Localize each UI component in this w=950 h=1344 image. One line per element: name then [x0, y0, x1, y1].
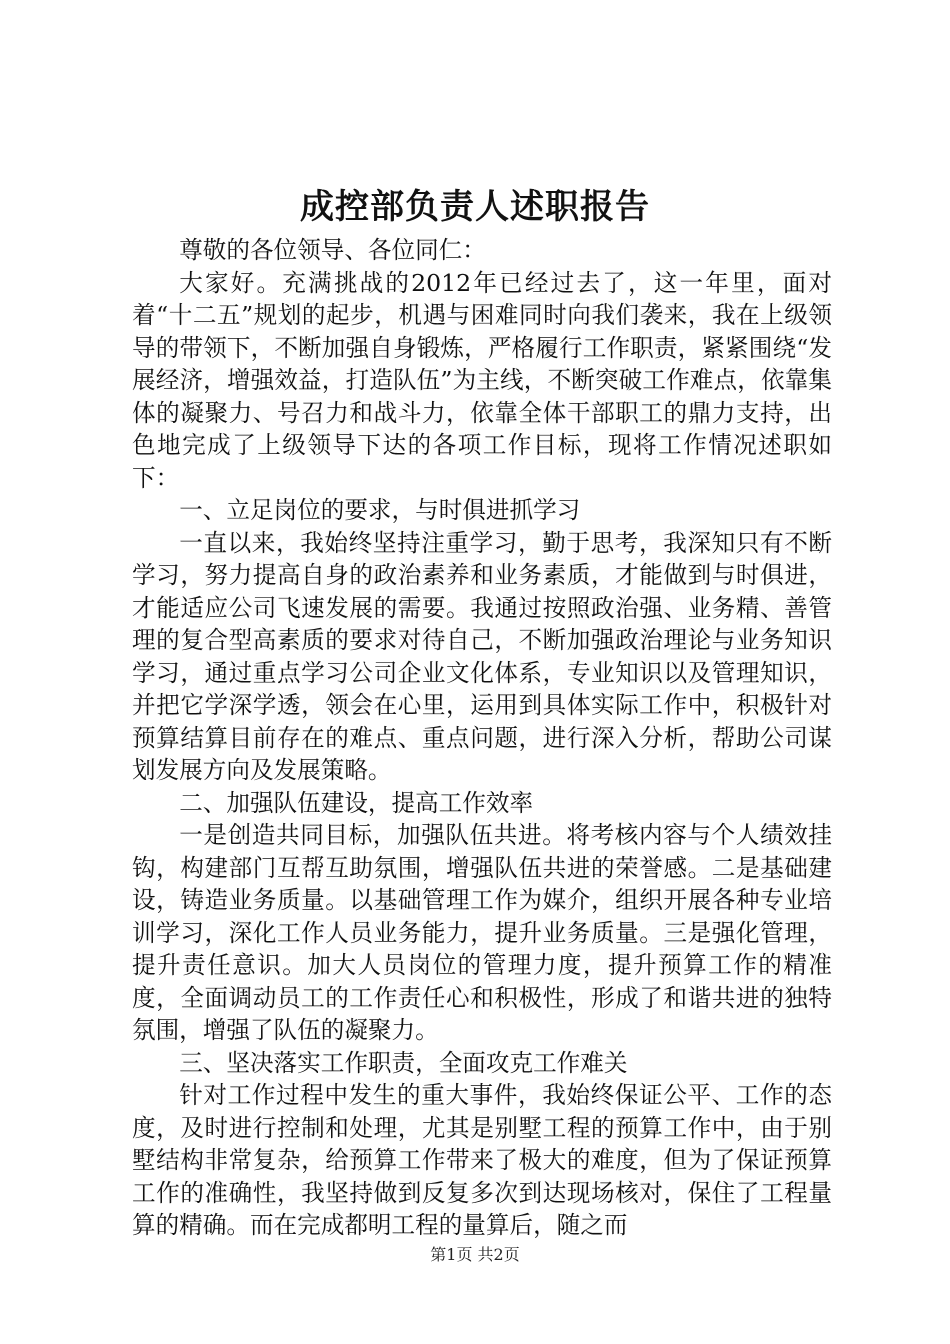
section-paragraph-2: 一是创造共同目标，加强队伍共进。将考核内容与个人绩效挂钩，构建部门互帮互助氛围，增强队伍共进的荣誉感。二是基础建设，铸造业务质量。以基础管理工作为媒介，组织开展各种专业培训学习，深化工作人员业务能力，提升业务质量。三是强化管理，提升责任意识。加大人员岗位的管理力度，提升预算工作的精准度，全面调动员工的工作责任心和积极性，形成了和谐共进的独特氛围，增强了队伍的凝聚力。	[132, 821, 832, 1044]
document-title: 成控部负责人述职报告	[300, 187, 650, 227]
intro-paragraph: 大家好。充满挑战的2012年已经过去了，这一年里，面对着“十二五”规划的起步，机遇与困难同时向我们袭来，我在上级领导的带领下，不断加强自身锻炼，严格履行工作职责，紧紧围绕“发展经济，增强效益，打造队伍”为主线，不断突破工作难点，依靠集体的凝聚力、号召力和战斗力，依靠全体干部职工的鼎力支持，出色地完成了上级领导下达的各项工作目标，现将工作情况述职如下：	[132, 268, 832, 492]
salutation: 尊敬的各位领导、各位同仁：	[179, 236, 486, 264]
document-body	[132, 234, 832, 1242]
section-paragraph-1: 一直以来，我始终坚持注重学习，勤于思考，我深知只有不断学习，努力提高自身的政治素养和业务素质，才能做到与时俱进，才能适应公司飞速发展的需要。我通过按照政治强、业务精、善管理的复合型高素质的要求对待自己，不断加强政治理论与业务知识学习，通过重点学习公司企业文化体系，专业知识以及管理知识，并把它学深学透，领会在心里，运用到具体实际工作中，积极针对预算结算目前存在的难点、重点问题，进行深入分析，帮助公司谋划发展方向及发展策略。	[132, 528, 832, 784]
page-footer: 第1页 共2页	[430, 1245, 520, 1264]
section-paragraph-3: 针对工作过程中发生的重大事件，我始终保证公平、工作的态度，及时进行控制和处理，尤其是别墅工程的预算工作中，由于别墅结构非常复杂，给预算工作带来了极大的难度，但为了保证预算工作的准确性，我坚持做到反复多次到达现场核对，保住了工程量算的精确。而在完成都明工程的量算后，随之而	[132, 1081, 832, 1239]
section-heading-2: 二、加强队伍建设，提高工作效率	[179, 788, 534, 817]
section-heading-1: 一、立足岗位的要求，与时俱进抓学习	[179, 496, 581, 524]
section-heading-3: 三、坚决落实工作职责，全面攻克工作难关	[179, 1048, 628, 1077]
